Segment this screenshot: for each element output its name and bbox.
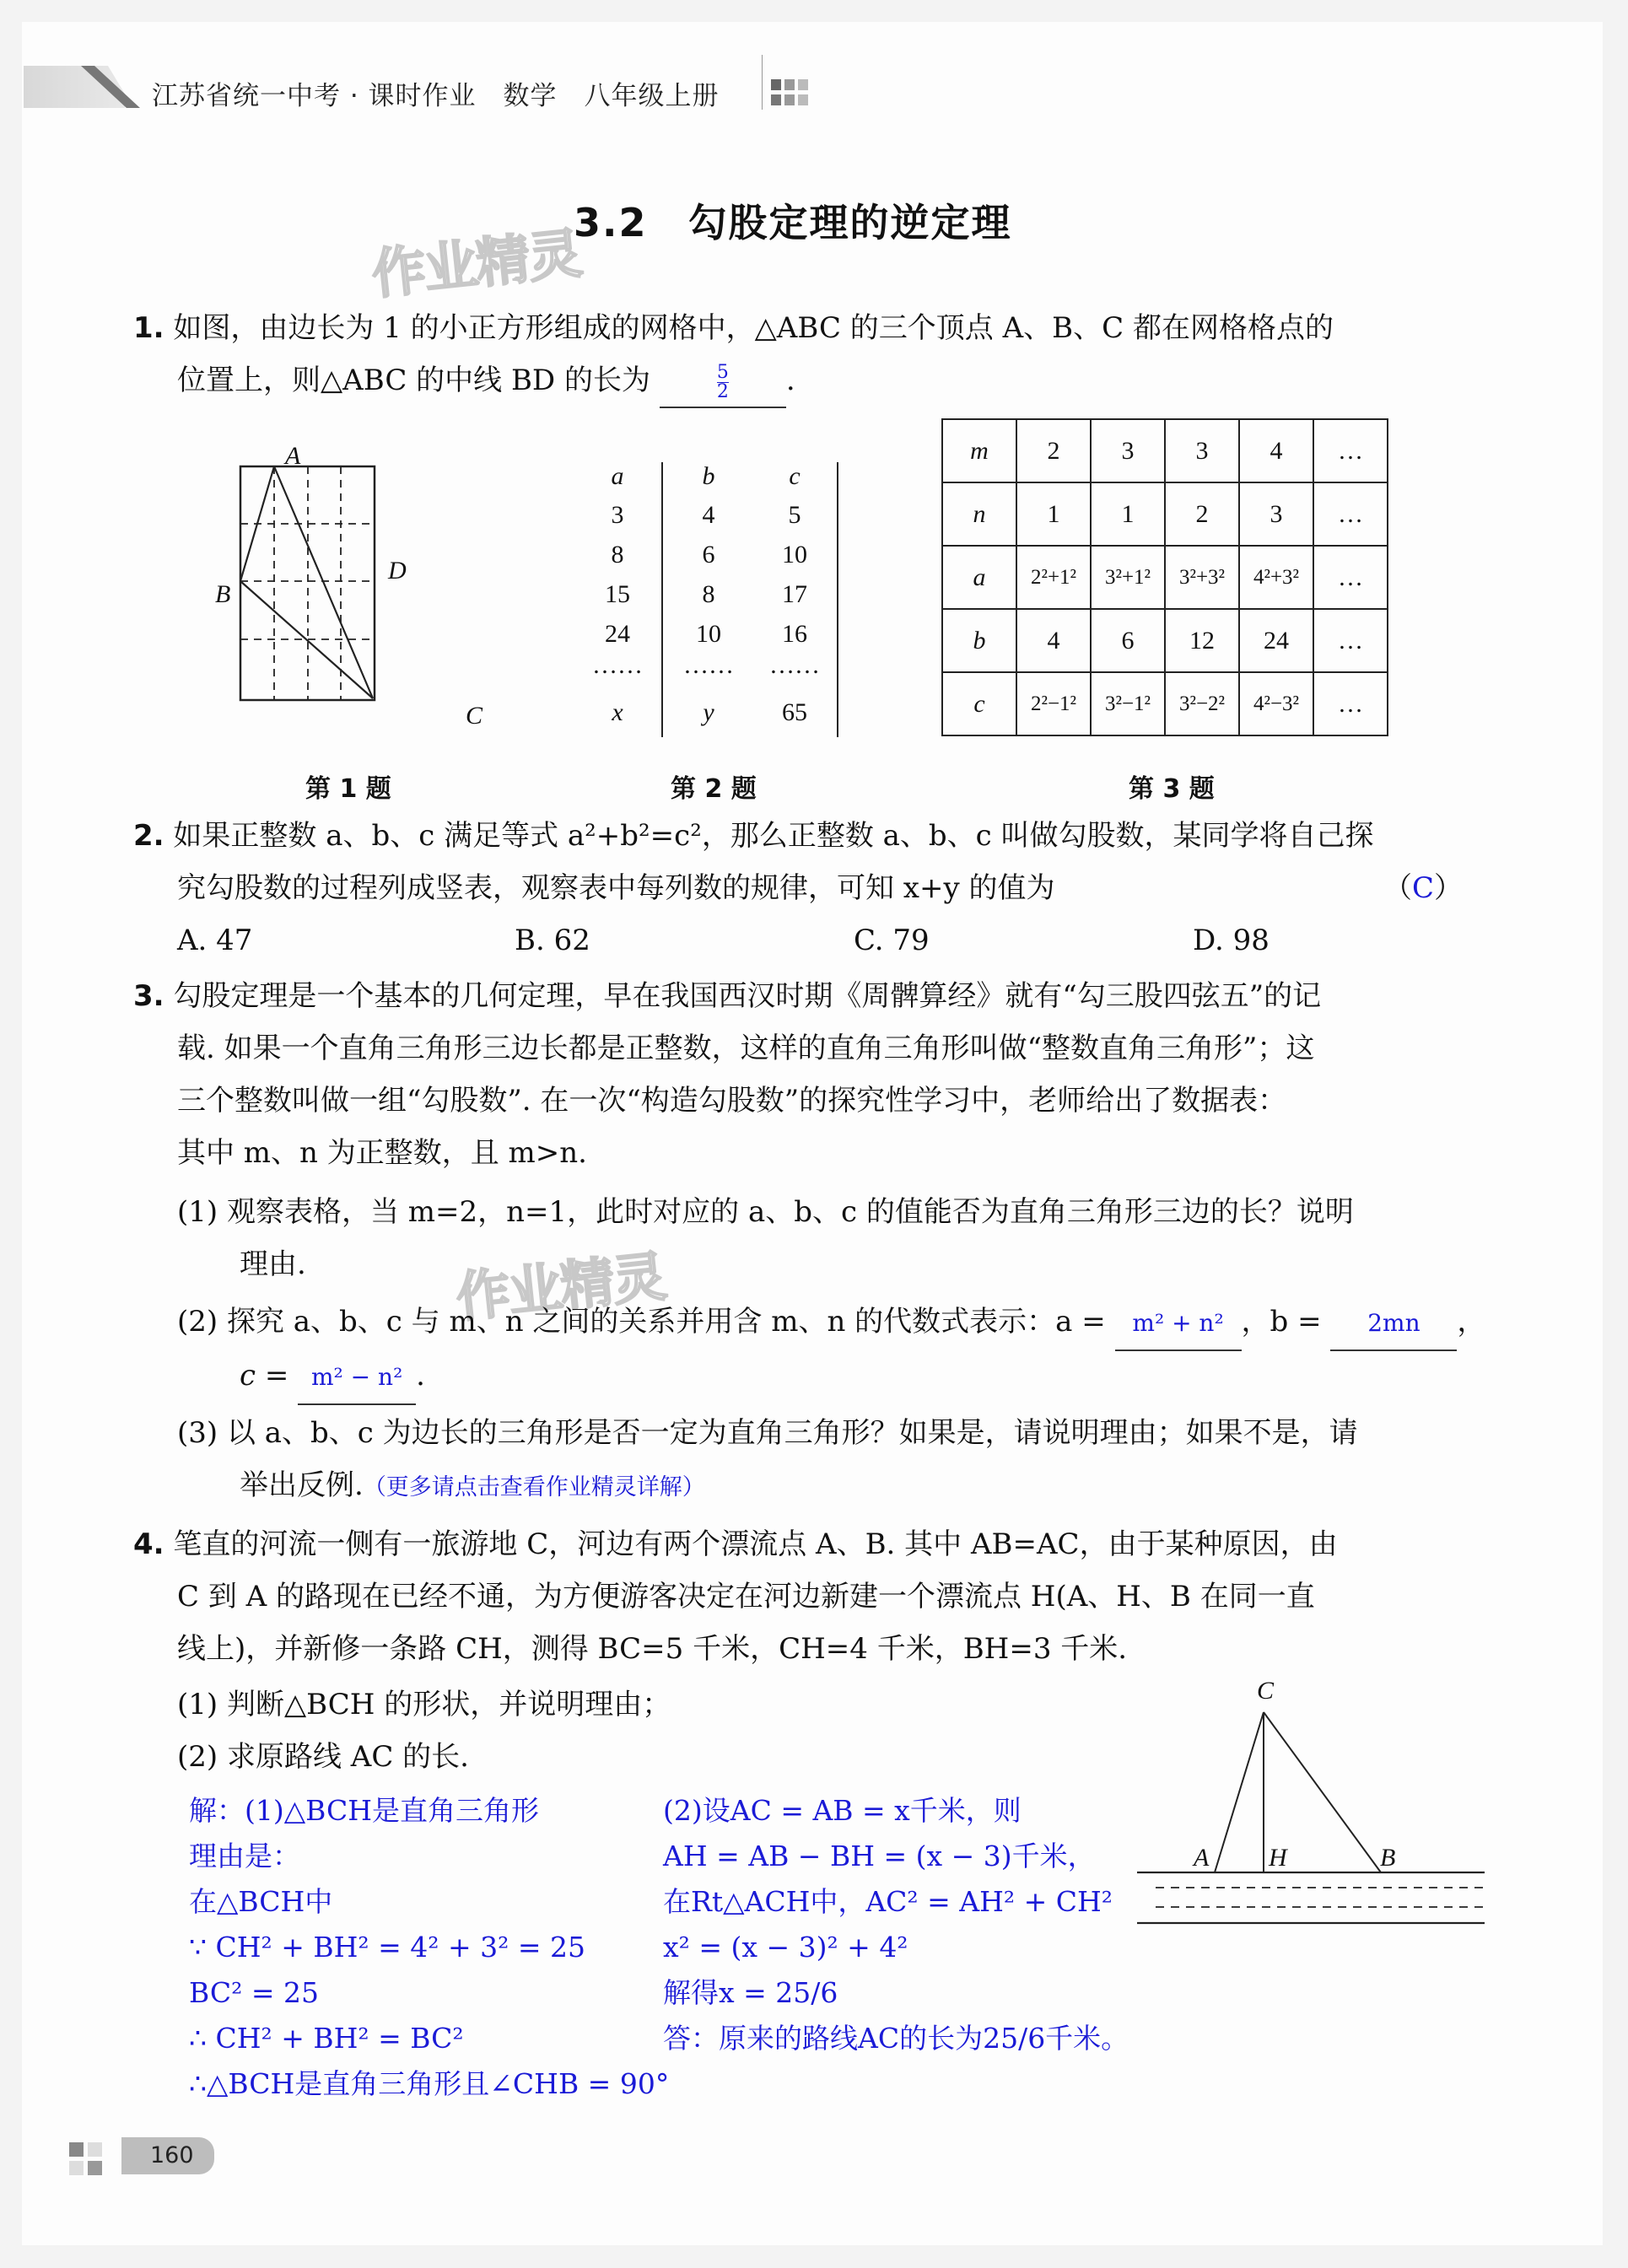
label-b: B bbox=[1380, 1844, 1396, 1872]
option-d: D. 98 bbox=[1193, 924, 1270, 957]
book-title: 江苏省统一中考 · 课时作业 数学 八年级上册 bbox=[152, 81, 720, 111]
header-divider bbox=[762, 55, 763, 110]
question-number: 4. bbox=[133, 1527, 164, 1561]
figure-3-table bbox=[941, 418, 1388, 736]
table-cell: … bbox=[1313, 419, 1388, 482]
option-b: B. 62 bbox=[515, 924, 590, 957]
question-text: 笔直的河流一侧有一旅游地 C，河边有两个漂流点 A、B. 其中 AB=AC，由于某种原因，由 bbox=[173, 1527, 1338, 1561]
table-cell: 5 bbox=[788, 501, 801, 529]
table-cell: …… bbox=[683, 651, 734, 679]
question-text: C 到 A 的路现在已经不通，为方便游客决定在河边新建一个漂流点 H(A、H、B 在同一直 bbox=[177, 1580, 1315, 1613]
sub-question-2: (2) 求原路线 AC 的长. bbox=[177, 1740, 469, 1774]
solution-line: BC² = 25 bbox=[189, 1976, 319, 2009]
question-2-line2: 究勾股数的过程列成竖表，观察表中每列数的规律，可知 x+y 的值为 bbox=[177, 871, 1055, 905]
grid-border bbox=[240, 466, 375, 700]
label-d: D bbox=[388, 557, 407, 585]
sub-question-1: (1) 判断△BCH 的形状，并说明理由； bbox=[177, 1688, 671, 1721]
table-cell: 4²+3² bbox=[1239, 546, 1313, 609]
label-h: H bbox=[1269, 1844, 1287, 1872]
table-cell: 10 bbox=[782, 541, 807, 568]
question-text: 如图，由边长为 1 的小正方形组成的网格中，△ABC 的三个顶点 A、B、C 都在网格格点的 bbox=[173, 311, 1334, 345]
table-header: b bbox=[702, 462, 715, 490]
triangle-ach-bch bbox=[1215, 1712, 1381, 1872]
sub-question-1-line2: 理由. bbox=[240, 1247, 306, 1281]
table-cell: 17 bbox=[782, 580, 807, 608]
question-number: 3. bbox=[133, 979, 164, 1013]
solution-line: 答：原来的路线AC的长为25/6千米。 bbox=[663, 2022, 1129, 2055]
answer-blank-a: m² + n² bbox=[1115, 1297, 1242, 1351]
table-cell: 3²+3² bbox=[1165, 546, 1239, 609]
table-cell: 2 bbox=[1016, 419, 1091, 482]
question-text: 三个整数叫做一组“勾股数”. 在一次“构造勾股数”的探究性学习中，老师给出了数据表： bbox=[177, 1084, 1287, 1118]
question-4 bbox=[133, 1518, 1338, 1570]
table-header: c bbox=[789, 462, 801, 490]
sub-question-2-line2: c = m² − n² . bbox=[240, 1349, 425, 1405]
table-row bbox=[942, 609, 1388, 672]
question-text: 位置上，则△ABC 的中线 BD 的长为 bbox=[177, 364, 650, 397]
table-cell: 6 bbox=[702, 541, 715, 568]
table-cell: 8 bbox=[702, 580, 715, 608]
question-1 bbox=[133, 302, 1334, 354]
label-b: B bbox=[215, 580, 231, 608]
table-cell: 24 bbox=[1239, 609, 1313, 672]
figure-1-grid bbox=[211, 439, 498, 751]
solution-line: ∴ CH² + BH² = BC² bbox=[189, 2022, 464, 2055]
row-header: a bbox=[942, 546, 1016, 609]
table-cell: 8 bbox=[611, 541, 624, 568]
answer-choice-box: （C） bbox=[1383, 871, 1464, 905]
table-cell: 2²+1² bbox=[1016, 546, 1091, 609]
table-row bbox=[942, 672, 1388, 735]
table-cell: 3²−1² bbox=[1091, 672, 1165, 735]
triangle-abc bbox=[240, 466, 373, 698]
question-1-line2: 位置上，则△ABC 的中线 BD 的长为 $\frac{5}{2}$ . bbox=[177, 354, 795, 408]
table-cell: 2²−1² bbox=[1016, 672, 1091, 735]
sub-question-3: (3) 以 a、b、c 为边长的三角形是否一定为直角三角形？如果是，请说明理由；如果不是，请 bbox=[177, 1416, 1358, 1450]
question-text: 其中 m、n 为正整数，且 m>n. bbox=[177, 1136, 587, 1170]
table-cell: 24 bbox=[605, 620, 630, 648]
table-divider bbox=[661, 462, 663, 737]
table-cell: …… bbox=[592, 651, 643, 679]
answer-blank bbox=[660, 354, 786, 408]
solution-line: ∵ CH² + BH² = 4² + 3² = 25 bbox=[189, 1931, 585, 1964]
table-cell: 4 bbox=[702, 501, 715, 529]
table-cell: 3²−2² bbox=[1165, 672, 1239, 735]
table-row bbox=[942, 419, 1388, 482]
table-cell: 12 bbox=[1165, 609, 1239, 672]
label-c: C bbox=[466, 702, 483, 730]
table-cell: 4²−3² bbox=[1239, 672, 1313, 735]
answer-fraction: $\frac{5}{2}$ bbox=[716, 361, 729, 402]
answer-blank-c: m² − n² bbox=[298, 1351, 416, 1405]
question-number: 2. bbox=[133, 819, 164, 853]
table-cell: 6 bbox=[1091, 609, 1165, 672]
figure-3-caption: 第 3 题 bbox=[1129, 774, 1215, 804]
table-divider bbox=[837, 462, 838, 737]
solution-line: 解：(1)△BCH是直角三角形 bbox=[189, 1794, 540, 1827]
table-cell: 3²+1² bbox=[1091, 546, 1165, 609]
table-cell: … bbox=[1313, 482, 1388, 546]
more-details-link[interactable]: （更多请点击查看作业精灵详解） bbox=[363, 1474, 705, 1500]
solution-line: AH = AB − BH = (x − 3)千米， bbox=[663, 1840, 1096, 1872]
table-cell: x bbox=[612, 698, 623, 726]
table-cell: y bbox=[703, 698, 714, 726]
question-number: 1. bbox=[133, 311, 164, 345]
row-header: n bbox=[942, 482, 1016, 546]
table-cell: 4 bbox=[1016, 609, 1091, 672]
table-row bbox=[942, 482, 1388, 546]
answer-blank-b: 2mn bbox=[1330, 1297, 1457, 1351]
table-cell: 16 bbox=[782, 620, 807, 648]
page-number: 160 bbox=[121, 2137, 214, 2174]
label-a: A bbox=[1194, 1844, 1210, 1872]
row-header: m bbox=[942, 419, 1016, 482]
question-text: 勾股定理是一个基本的几何定理，早在我国西汉时期《周髀算经》就有“勾三股四弦五”的记 bbox=[173, 979, 1322, 1013]
table-cell: 1 bbox=[1016, 482, 1091, 546]
solution-line: ∴△BCH是直角三角形且∠CHB = 90° bbox=[189, 2067, 670, 2100]
question-3 bbox=[133, 970, 1321, 1022]
table-cell: 4 bbox=[1239, 419, 1313, 482]
sub-question-3-line2: 举出反例.（更多请点击查看作业精灵详解） bbox=[240, 1468, 705, 1502]
figure-2-caption: 第 2 题 bbox=[671, 774, 757, 804]
solution-line: 在Rt△ACH中，AC² = AH² + CH² bbox=[663, 1885, 1113, 1918]
selected-answer: C bbox=[1412, 871, 1435, 905]
table-row bbox=[942, 546, 1388, 609]
table-cell: 3 bbox=[1165, 419, 1239, 482]
table-cell: 3 bbox=[611, 501, 624, 529]
table-cell: … bbox=[1313, 546, 1388, 609]
section-title: 3.2 勾股定理的逆定理 bbox=[574, 200, 1012, 245]
table-cell: 3 bbox=[1091, 419, 1165, 482]
question-2 bbox=[133, 810, 1374, 862]
solution-line: 理由是： bbox=[189, 1840, 300, 1872]
question-text: 如果正整数 a、b、c 满足等式 a²+b²=c²，那么正整数 a、b、c 叫做勾股数，某同学将自己探 bbox=[173, 819, 1374, 853]
table-cell: …… bbox=[769, 651, 820, 679]
table-cell: 15 bbox=[605, 580, 630, 608]
figure-4-river bbox=[1130, 1687, 1501, 1940]
watermark: 作业精灵 bbox=[369, 223, 584, 307]
label-c: C bbox=[1257, 1677, 1275, 1705]
table-cell: 10 bbox=[696, 620, 721, 648]
table-cell: … bbox=[1313, 672, 1388, 735]
option-a: A. 47 bbox=[177, 924, 253, 957]
table-cell: … bbox=[1313, 609, 1388, 672]
solution-line: 在△BCH中 bbox=[189, 1885, 333, 1918]
solution-right bbox=[663, 1788, 1129, 2061]
solution-line: x² = (x − 3)² + 4² bbox=[663, 1931, 908, 1964]
table-cell: 65 bbox=[782, 698, 807, 726]
solution-left bbox=[189, 1788, 669, 2107]
question-text: 线上)，并新修一条路 CH，测得 BC=5 千米，CH=4 千米，BH=3 千米. bbox=[177, 1632, 1128, 1666]
table-cell: 2 bbox=[1165, 482, 1239, 546]
row-header: c bbox=[942, 672, 1016, 735]
row-header: b bbox=[942, 609, 1016, 672]
option-c: C. 79 bbox=[854, 924, 930, 957]
watermark: 作业精灵 bbox=[453, 1246, 668, 1330]
sub-question-1: (1) 观察表格，当 m=2，n=1，此时对应的 a、b、c 的值能否为直角三角形三边的长？说明 bbox=[177, 1195, 1354, 1229]
table-cell: 1 bbox=[1091, 482, 1165, 546]
solution-line: (2)设AC = AB = x千米，则 bbox=[663, 1794, 1022, 1827]
question-text: 载. 如果一个直角三角形三边长都是正整数，这样的直角三角形叫做“整数直角三角形”；这 bbox=[177, 1032, 1315, 1065]
sub-question-2: (2) 探究 a、b、c 与 m、n 之间的关系并用含 m、n 的代数式表示：a = m² + n² ，b = 2mn ， bbox=[177, 1296, 1485, 1351]
table-cell: 3 bbox=[1239, 482, 1313, 546]
figure-1-caption: 第 1 题 bbox=[305, 774, 391, 804]
solution-line: 解得x = 25/6 bbox=[663, 1976, 838, 2009]
table-header: a bbox=[611, 462, 624, 490]
label-a: A bbox=[285, 442, 301, 470]
